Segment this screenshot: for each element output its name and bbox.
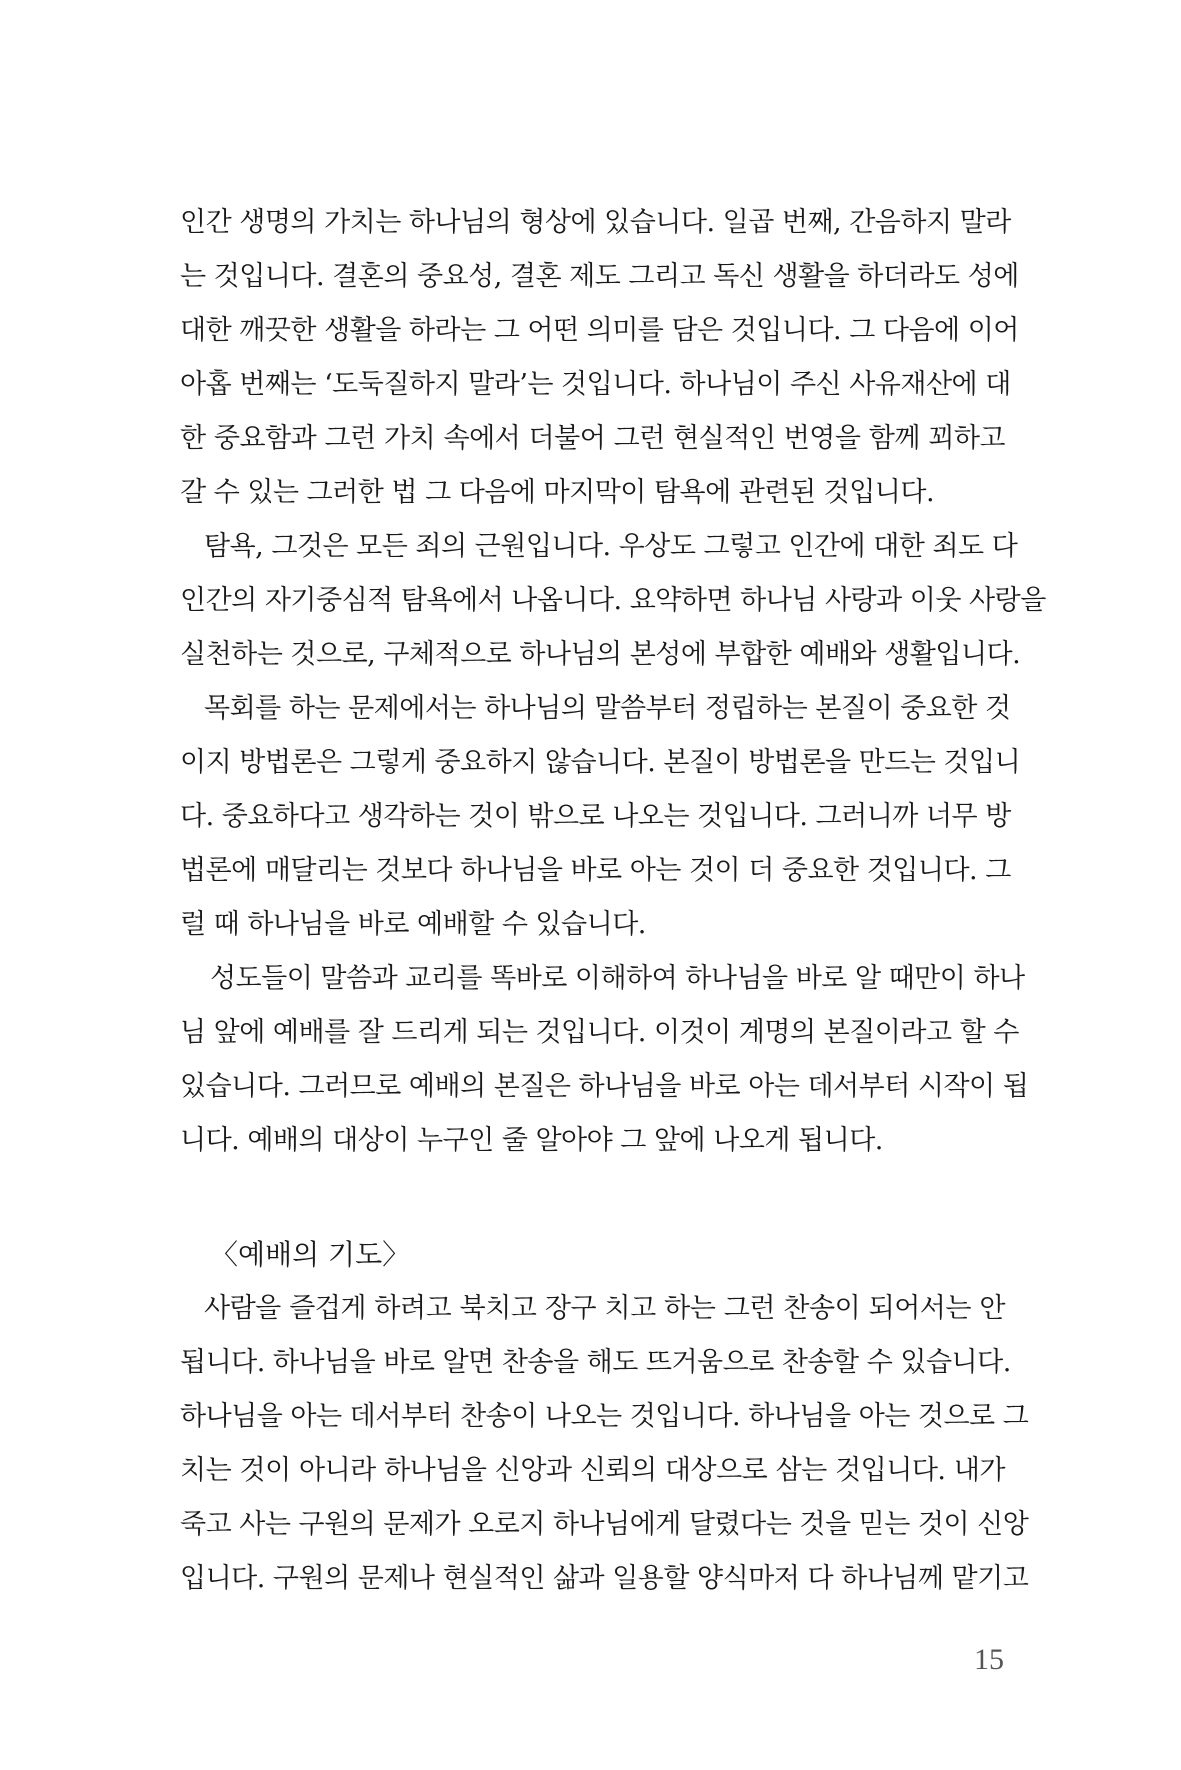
text-line: 죽고 사는 구원의 문제가 오로지 하나님에게 달렸다는 것을 믿는 것이 신앙	[180, 1509, 1029, 1540]
paragraph-4	[180, 952, 1029, 1168]
section-heading: 〈예배의 기도〉	[210, 1238, 411, 1271]
text-line: 실천하는 것으로, 구체적으로 하나님의 본성에 부합한 예배와 생활입니다.	[180, 639, 1021, 670]
text-line: 법론에 매달리는 것보다 하나님을 바로 아는 것이 더 중요한 것입니다. 그	[180, 855, 1011, 886]
text-line: 인간 생명의 가치는 하나님의 형상에 있습니다. 일곱 번째, 간음하지 말라	[180, 207, 1011, 238]
text-line: 럴 때 하나님을 바로 예배할 수 있습니다.	[180, 909, 646, 940]
text-line: 됩니다. 하나님을 바로 알면 찬송을 해도 뜨거움으로 찬송할 수 있습니다.	[180, 1347, 1011, 1378]
text-line: 대한 깨끗한 생활을 하라는 그 어떤 의미를 담은 것입니다. 그 다음에 이어	[180, 315, 1019, 346]
section-prayer-of-worship	[180, 1228, 1029, 1606]
text-line: 갈 수 있는 그러한 법 그 다음에 마지막이 탐욕에 관련된 것입니다.	[180, 477, 935, 508]
text-line: 인간의 자기중심적 탐욕에서 나옵니다. 요약하면 하나님 사랑과 이웃 사랑을	[180, 585, 1046, 616]
text-line: 이지 방법론은 그렇게 중요하지 않습니다. 본질이 방법론을 만드는 것입니	[180, 747, 1021, 778]
text-line: 치는 것이 아니라 하나님을 신앙과 신뢰의 대상으로 삼는 것입니다. 내가	[180, 1455, 1005, 1486]
text-line: 탐욕, 그것은 모든 죄의 근원입니다. 우상도 그렇고 인간에 대한 죄도 다	[204, 531, 1018, 562]
section-gap	[180, 1168, 1005, 1228]
text-line: 성도들이 말씀과 교리를 똑바로 이해하여 하나님을 바로 알 때만이 하나	[210, 963, 1025, 994]
text-line: 다. 중요하다고 생각하는 것이 밖으로 나오는 것입니다. 그러니까 너무 방	[180, 801, 1011, 832]
text-line: 있습니다. 그러므로 예배의 본질은 하나님을 바로 아는 데서부터 시작이 됩	[180, 1071, 1029, 1102]
text-line: 목회를 하는 문제에서는 하나님의 말씀부터 정립하는 본질이 중요한 것	[204, 693, 1011, 724]
text-line: 는 것입니다. 결혼의 중요성, 결혼 제도 그리고 독신 생활을 하더라도 성에	[180, 261, 1019, 292]
page-number: 15	[974, 1643, 1004, 1676]
text-line: 하나님을 아는 데서부터 찬송이 나오는 것입니다. 하나님을 아는 것으로 그	[180, 1401, 1029, 1432]
text-line: 사람을 즐겁게 하려고 북치고 장구 치고 하는 그런 찬송이 되어서는 안	[204, 1293, 1005, 1324]
paragraph-2	[180, 520, 1046, 682]
paragraph-1	[180, 196, 1019, 520]
text-line: 한 중요함과 그런 가치 속에서 더불어 그런 현실적인 번영을 함께 꾀하고	[180, 423, 1005, 454]
text-line: 입니다. 구원의 문제나 현실적인 삶과 일용할 양식마저 다 하나님께 맡기고	[180, 1563, 1029, 1594]
paragraph-3	[180, 682, 1021, 952]
body-text	[180, 196, 1046, 1606]
text-line: 니다. 예배의 대상이 누구인 줄 알아야 그 앞에 나오게 됩니다.	[180, 1125, 883, 1156]
text-line: 아홉 번째는 ‘도둑질하지 말라’는 것입니다. 하나님이 주신 사유재산에 대	[180, 369, 1011, 400]
text-line: 님 앞에 예배를 잘 드리게 되는 것입니다. 이것이 계명의 본질이라고 할 수	[180, 1017, 1019, 1048]
